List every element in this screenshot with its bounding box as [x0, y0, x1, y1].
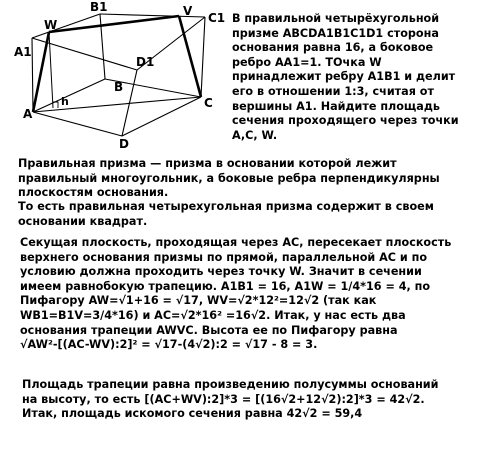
area-line: Площадь трапеции равна произведению полусуммы оснований [22, 378, 439, 391]
label-d1: D1 [136, 55, 155, 69]
definition-line: плоскостям основания. [18, 186, 169, 200]
label-w: W [44, 18, 58, 32]
label-c1: C1 [208, 11, 226, 25]
problem-line: вершины A1. Найдите площадь [232, 99, 440, 113]
label-a: A [23, 107, 33, 121]
area-line: на высоту, то есть [(AC+WV):2]*3 = [(16√2+12√2):2]*3 = 42√2. [22, 392, 425, 406]
solution-line: имеем равнобокую трапецию. A1B1 = 16, A1W = 1/4*16 = 4, по [20, 279, 431, 293]
problem-line: его в отношении 1:3, считая от [232, 84, 434, 98]
area-paragraph [22, 378, 439, 422]
section-side-wv [49, 16, 179, 32]
problem-line: сечения проходящего через точки [232, 114, 459, 128]
label-b1: B1 [90, 0, 108, 14]
edge-c-c1 [201, 17, 205, 97]
edge-d-a [33, 112, 122, 136]
solution-line: верхнего основания призмы по прямой, параллельной AC и по [20, 250, 428, 264]
problem-line: призме ABCDA1B1C1D1 сторона [232, 26, 439, 40]
problem-line: В правильной четырёхугольной [232, 12, 440, 25]
label-a1: A1 [14, 45, 32, 59]
prism-diagram [0, 0, 230, 150]
square-base-paragraph [18, 200, 434, 229]
solution-paragraph [20, 236, 451, 353]
edge-a-a1 [32, 38, 33, 112]
solution-line: Пифагору AW=√1+16 = √17, WV=√2*12²=12√2 (так как [20, 294, 377, 308]
label-b: B [114, 80, 124, 94]
problem-line: основания равна 16, а боковое [232, 41, 434, 55]
label-d: D [119, 137, 129, 150]
problem-line: A,C, W. [232, 128, 278, 142]
label-v: V [183, 4, 193, 18]
section-side-aw [33, 32, 49, 112]
area-line: Итак, площадь искомого сечения равна 42√2 = 59,4 [22, 407, 363, 421]
solution-line: Секущая плоскость, проходящая через AC, пересекает плоскость [20, 236, 452, 249]
solution-line: основания трапеции AWVC. Высота ее по Пифагору равна [20, 323, 398, 337]
problem-line: ребро AA1=1. ТОчка W [232, 55, 382, 69]
edge-b-b1 [100, 14, 105, 79]
problem-statement [232, 12, 480, 143]
square-base-line: То есть правильная четырехугольная призма содержит в своем [18, 200, 434, 213]
definition-line: правильный многоугольник, а боковые ребра перпендикулярны [18, 171, 440, 185]
definition-paragraph [18, 157, 440, 201]
solution-line: WB1=B1V=3/4*16) и AC=√2*16² =16√2. Итак, у нас есть два [20, 308, 406, 322]
problem-line: принадлежит ребру A1B1 и делит [232, 70, 456, 84]
square-base-line: основании квадрат. [18, 214, 148, 228]
solution-line: √AW²-[(AC-WV):2]² = √17-(4√2):2 = √17 - 8 = 3. [20, 338, 318, 352]
label-c: C [204, 96, 213, 110]
prism-figure [0, 0, 230, 150]
label-h: h [61, 95, 69, 108]
definition-line: Правильная призма — призма в основании которой лежит [18, 157, 397, 170]
solution-line: условию должна проходить через точку W. Значит в сечении [20, 265, 422, 279]
